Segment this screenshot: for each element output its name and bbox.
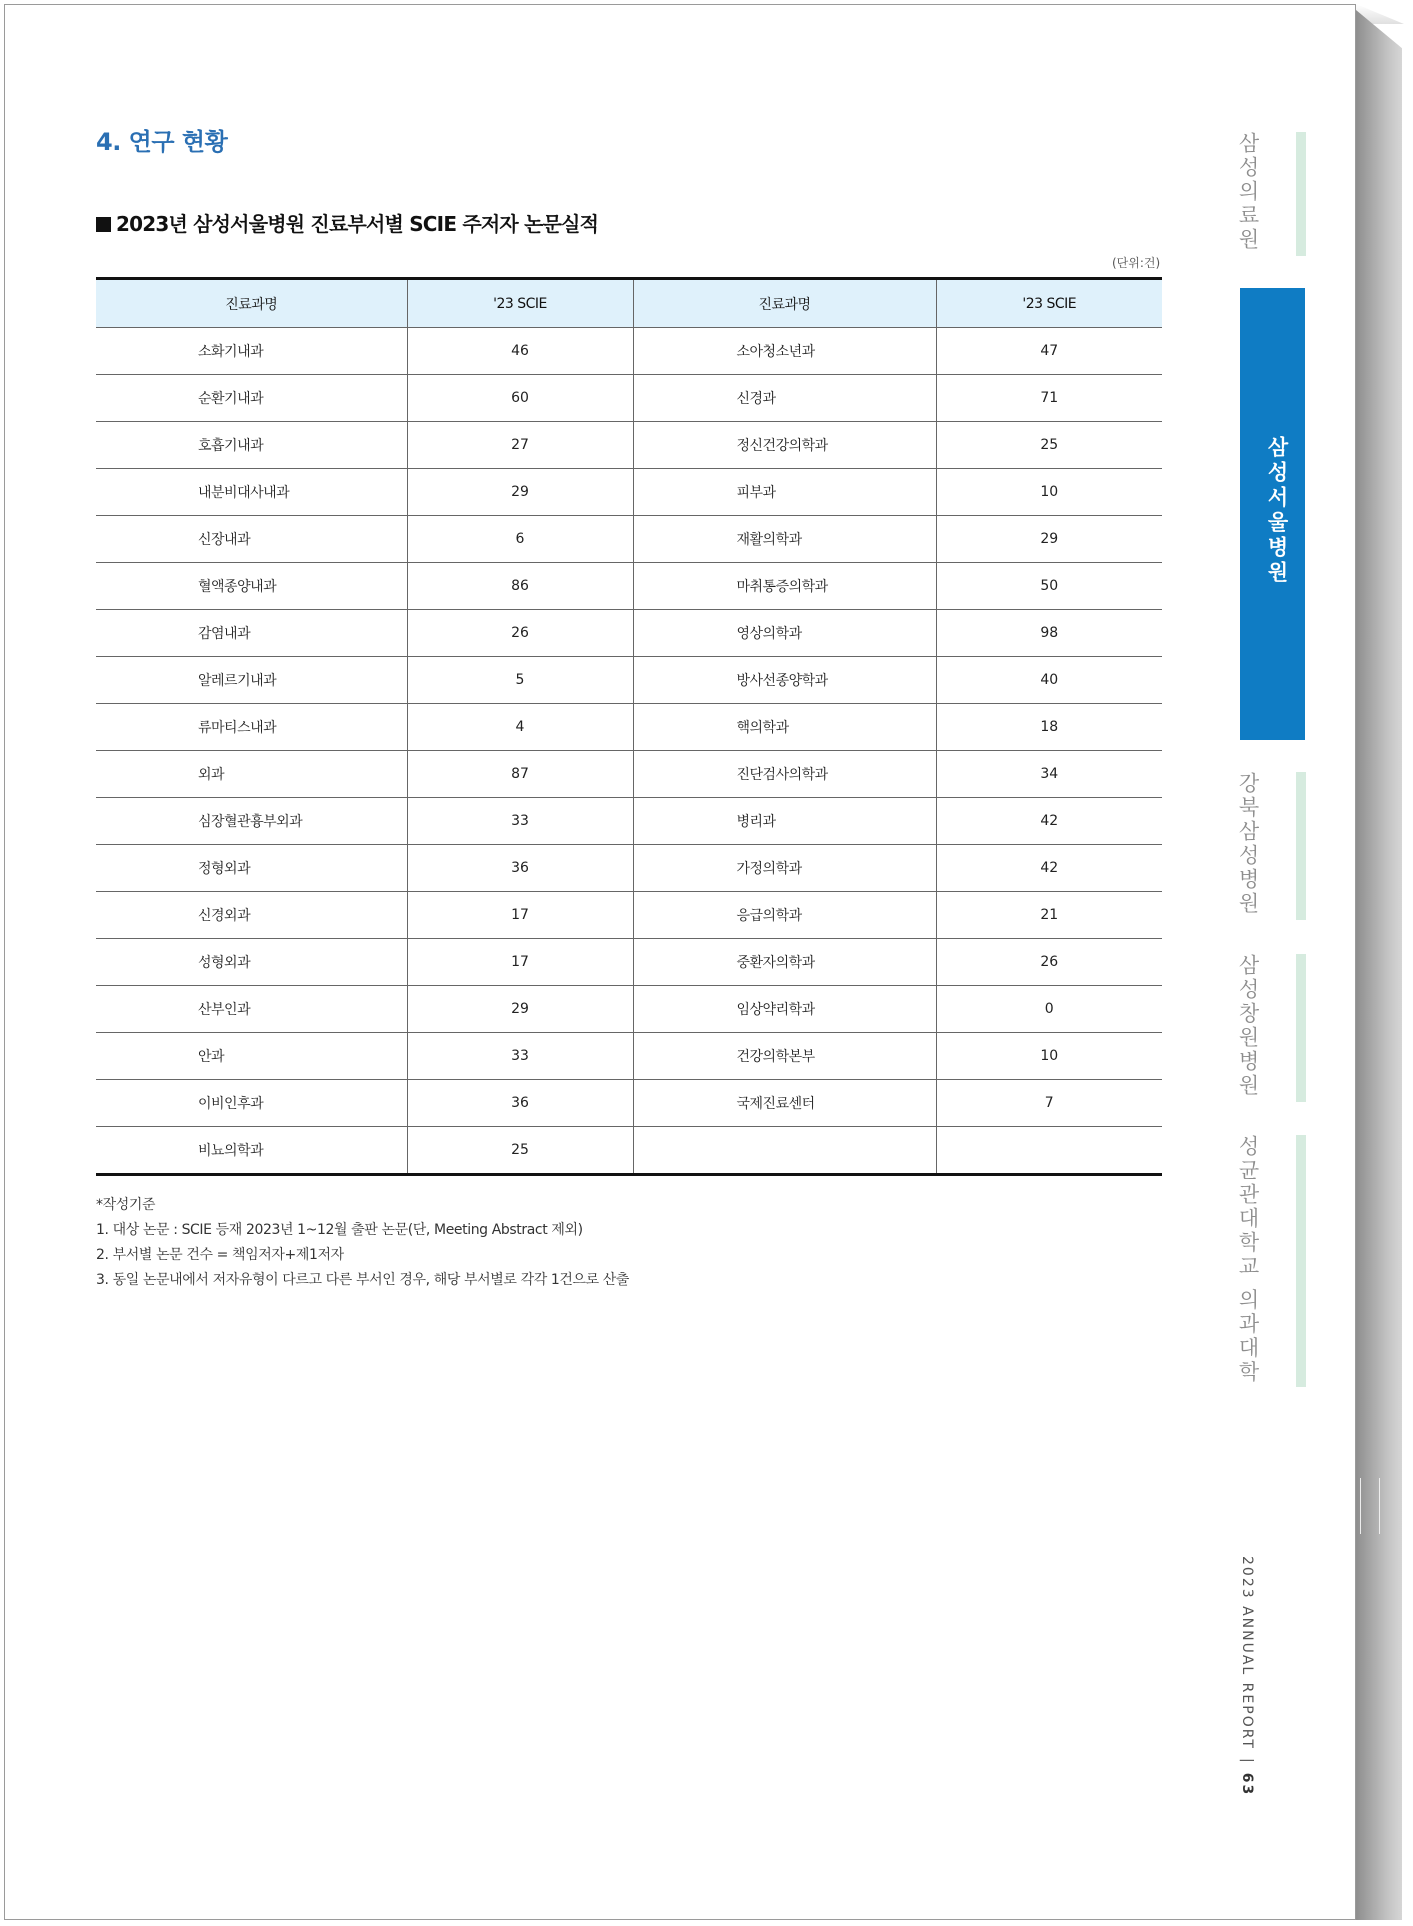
dept-name-cell: 안과 (96, 1033, 407, 1080)
table-row (96, 892, 1162, 939)
scie-count-cell: 5 (407, 657, 633, 704)
side-tab-bar (1296, 772, 1306, 920)
dept-name-cell: 알레르기내과 (96, 657, 407, 704)
dept-name-cell: 정형외과 (96, 845, 407, 892)
scie-count-cell: 26 (936, 939, 1162, 986)
dept-name-cell: 심장혈관흉부외과 (96, 798, 407, 845)
table-row (96, 375, 1162, 422)
table-row (96, 986, 1162, 1033)
dept-name-cell: 류마티스내과 (96, 704, 407, 751)
side-tab-bar (1296, 132, 1306, 256)
scie-count-cell: 17 (407, 939, 633, 986)
scie-count-cell: 71 (936, 375, 1162, 422)
dept-name-cell: 영상의학과 (633, 610, 936, 657)
dept-name-cell: 정신건강의학과 (633, 422, 936, 469)
scie-table (96, 277, 1162, 1176)
unit-label: (단위:건) (1112, 256, 1161, 270)
dept-name-cell: 혈액종양내과 (96, 563, 407, 610)
table-body (96, 328, 1162, 1175)
footer-separator: | (1239, 1757, 1255, 1765)
header-dept-1: 진료과명 (96, 279, 407, 328)
dept-name-cell: 순환기내과 (96, 375, 407, 422)
scie-count-cell: 0 (936, 986, 1162, 1033)
scie-count-cell: 47 (936, 328, 1162, 375)
dept-name-cell: 이비인후과 (96, 1080, 407, 1127)
side-tab-samsung-seoul-hospital[interactable]: 삼성서울병원 (1265, 436, 1289, 586)
scie-count-cell: 25 (936, 422, 1162, 469)
dept-name-cell: 성형외과 (96, 939, 407, 986)
scie-count-cell: 29 (936, 516, 1162, 563)
dept-name-cell: 마취통증의학과 (633, 563, 936, 610)
scie-count-cell: 6 (407, 516, 633, 563)
table-row (96, 798, 1162, 845)
scie-count-cell: 60 (407, 375, 633, 422)
dept-name-cell: 방사선종양학과 (633, 657, 936, 704)
scie-count-cell: 42 (936, 798, 1162, 845)
table-row (96, 422, 1162, 469)
square-bullet-icon (96, 217, 111, 232)
dept-name-cell: 감염내과 (96, 610, 407, 657)
scie-count-cell: 42 (936, 845, 1162, 892)
scie-count-cell: 86 (407, 563, 633, 610)
note-item: 3. 동일 논문내에서 저자유형이 다르고 다른 부서인 경우, 해당 부서별로 각각 1건으로 산출 (96, 1272, 630, 1288)
dept-name-cell: 건강의학본부 (633, 1033, 936, 1080)
table-row (96, 657, 1162, 704)
table-title-text: 2023년 삼성서울병원 진료부서별 SCIE 주저자 논문실적 (116, 212, 599, 236)
scie-count-cell: 40 (936, 657, 1162, 704)
header-scie-1: '23 SCIE (407, 279, 633, 328)
page-edge-fold (1360, 1478, 1380, 1534)
side-tab-bar (1296, 1135, 1306, 1387)
dept-name-cell (633, 1127, 936, 1175)
table-row (96, 1080, 1162, 1127)
dept-name-cell: 신경외과 (96, 892, 407, 939)
table-row (96, 1127, 1162, 1175)
table-row (96, 704, 1162, 751)
dept-name-cell: 신경과 (633, 375, 936, 422)
scie-count-cell: 87 (407, 751, 633, 798)
dept-name-cell: 진단검사의학과 (633, 751, 936, 798)
dept-name-cell: 비뇨의학과 (96, 1127, 407, 1175)
scie-count-cell: 46 (407, 328, 633, 375)
table-row (96, 469, 1162, 516)
side-tab-samsung-medical-center[interactable]: 삼성의료원 (1236, 132, 1260, 252)
table-row (96, 328, 1162, 375)
dept-name-cell: 병리과 (633, 798, 936, 845)
dept-name-cell: 응급의학과 (633, 892, 936, 939)
dept-name-cell: 가정의학과 (633, 845, 936, 892)
scie-count-cell (936, 1127, 1162, 1175)
dept-name-cell: 핵의학과 (633, 704, 936, 751)
scie-count-cell: 21 (936, 892, 1162, 939)
notes (96, 1193, 629, 1293)
dept-name-cell: 호흡기내과 (96, 422, 407, 469)
dept-name-cell: 신장내과 (96, 516, 407, 563)
table-row (96, 610, 1162, 657)
scie-count-cell: 50 (936, 563, 1162, 610)
dept-name-cell: 내분비대사내과 (96, 469, 407, 516)
dept-name-cell: 국제진료센터 (633, 1080, 936, 1127)
note-heading: *작성기준 (96, 1197, 156, 1213)
dept-name-cell: 외과 (96, 751, 407, 798)
page-edge-stack (1356, 10, 1402, 1920)
note-item: 1. 대상 논문 : SCIE 등재 2023년 1~12월 출판 논문(단, Meeting Abstract 제외) (96, 1222, 583, 1238)
scie-count-cell: 27 (407, 422, 633, 469)
scie-count-cell: 33 (407, 798, 633, 845)
table-row (96, 939, 1162, 986)
side-tab-samsung-changwon[interactable]: 삼성창원병원 (1236, 954, 1260, 1098)
table-row (96, 1033, 1162, 1080)
scie-count-cell: 98 (936, 610, 1162, 657)
note-item: 2. 부서별 논문 건수 = 책임저자+제1저자 (96, 1247, 344, 1263)
header-scie-2: '23 SCIE (936, 279, 1162, 328)
dept-name-cell: 소아청소년과 (633, 328, 936, 375)
table-header-row (96, 279, 1162, 328)
scie-count-cell: 25 (407, 1127, 633, 1175)
scie-count-cell: 29 (407, 469, 633, 516)
scie-count-cell: 18 (936, 704, 1162, 751)
annual-report-label: 2023 ANNUAL REPORT (1239, 1556, 1255, 1750)
table-row (96, 751, 1162, 798)
table-row (96, 563, 1162, 610)
dept-name-cell: 임상약리학과 (633, 986, 936, 1033)
scie-count-cell: 36 (407, 1080, 633, 1127)
table-row (96, 845, 1162, 892)
side-tab-bar (1296, 954, 1306, 1102)
dept-name-cell: 소화기내과 (96, 328, 407, 375)
table-title (96, 208, 598, 237)
scie-count-cell: 10 (936, 469, 1162, 516)
header-dept-2: 진료과명 (633, 279, 936, 328)
side-tab-skku-medicine[interactable]: 성균관대학교 의과대학 (1236, 1135, 1260, 1385)
side-tab-kangbuk-samsung[interactable]: 강북삼성병원 (1236, 772, 1260, 916)
scie-count-cell: 17 (407, 892, 633, 939)
footer-annual-report (1239, 1556, 1255, 1796)
scie-count-cell: 10 (936, 1033, 1162, 1080)
dept-name-cell: 산부인과 (96, 986, 407, 1033)
scie-count-cell: 36 (407, 845, 633, 892)
scie-count-cell: 26 (407, 610, 633, 657)
table-row (96, 516, 1162, 563)
dept-name-cell: 피부과 (633, 469, 936, 516)
section-title: 4. 연구 현황 (96, 128, 228, 156)
scie-count-cell: 29 (407, 986, 633, 1033)
dept-name-cell: 재활의학과 (633, 516, 936, 563)
scie-count-cell: 34 (936, 751, 1162, 798)
scie-count-cell: 7 (936, 1080, 1162, 1127)
dept-name-cell: 중환자의학과 (633, 939, 936, 986)
scie-count-cell: 4 (407, 704, 633, 751)
page-number: 63 (1239, 1772, 1255, 1797)
scie-count-cell: 33 (407, 1033, 633, 1080)
